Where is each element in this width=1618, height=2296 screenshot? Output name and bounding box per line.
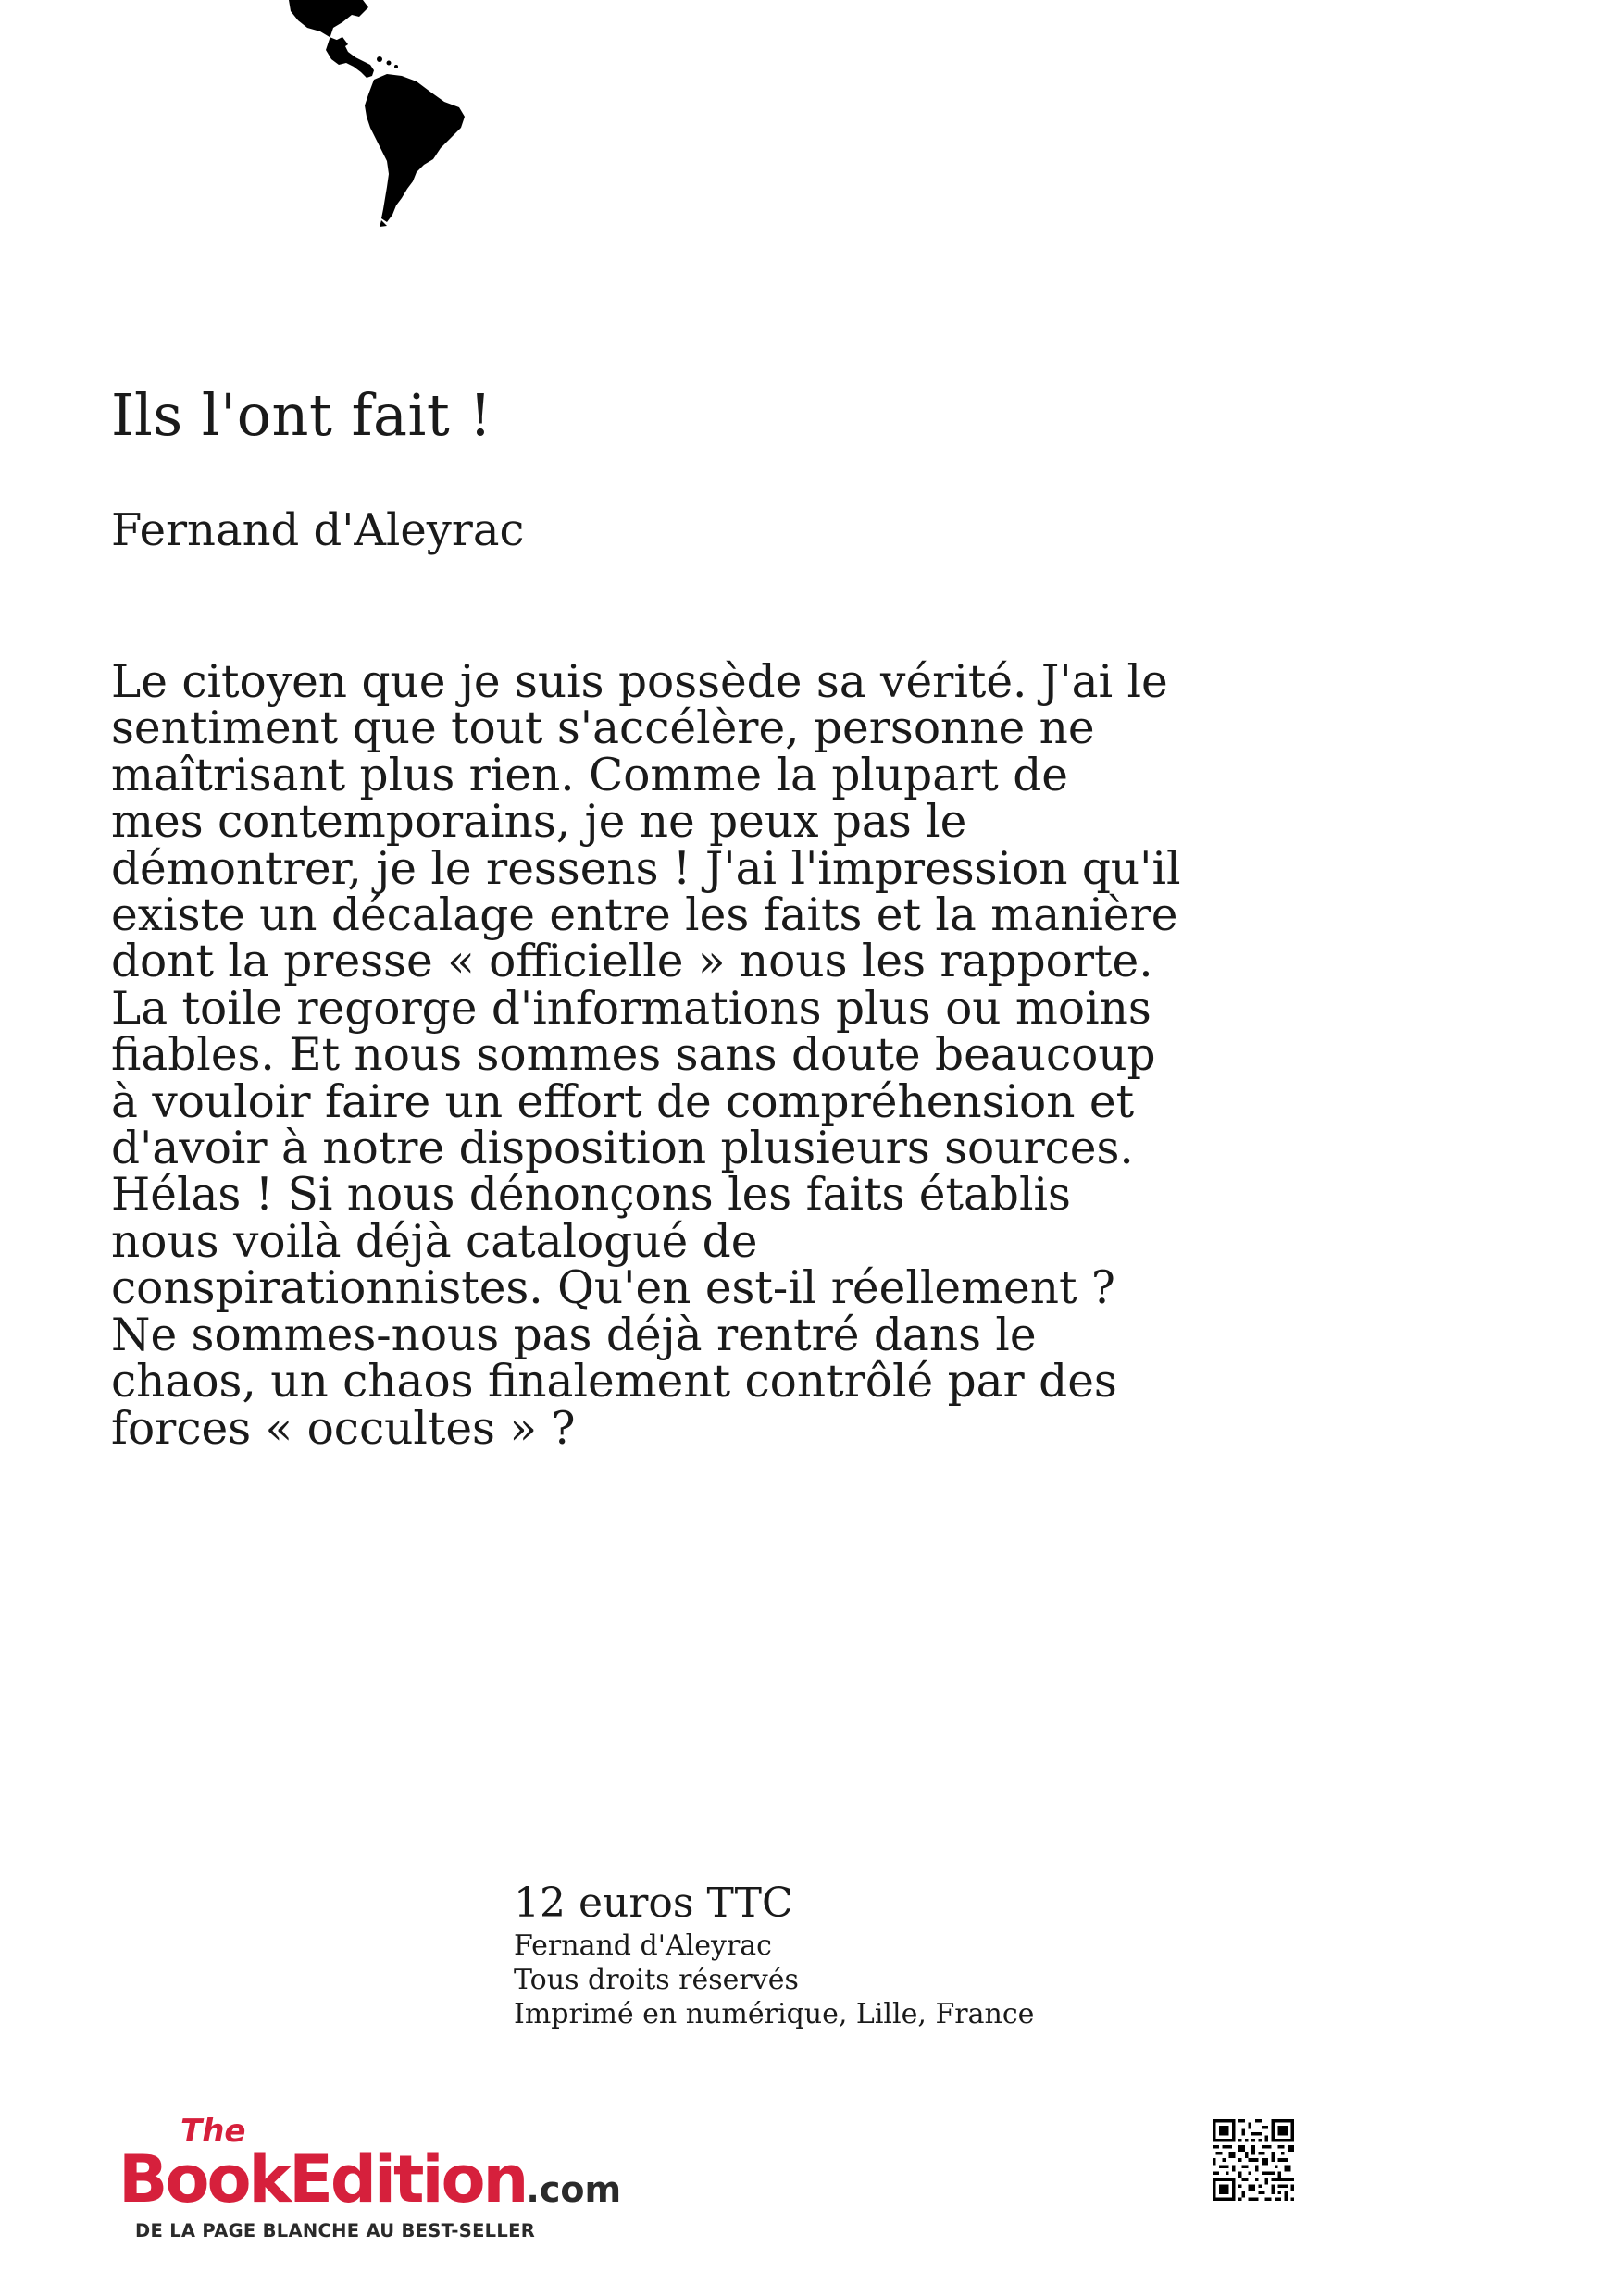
- blurb-line: existe un décalage entre les faits et la manière: [111, 889, 1178, 942]
- blurb-line: La toile regorge d'informations plus ou moins: [111, 982, 1151, 1035]
- blurb-line: sentiment que tout s'accélère, personne ne: [111, 702, 1095, 755]
- imprint-block: [514, 1879, 1034, 2031]
- blurb-line: démontrer, je le ressens ! J'ai l'impression qu'il: [111, 842, 1181, 895]
- logo-domain: .com: [526, 2169, 622, 2210]
- blurb-line: à vouloir faire un effort de compréhension et: [111, 1075, 1135, 1128]
- blurb-line: chaos, un chaos finalement contrôlé par des: [111, 1356, 1117, 1409]
- price-label: 12 euros TTC: [514, 1880, 793, 1927]
- americas-map-icon: [278, 0, 481, 227]
- imprint-rights: Tous droits réservés: [514, 1964, 799, 1996]
- book-author: Fernand d'Aleyrac: [111, 504, 525, 556]
- blurb-line: dont la presse « officielle » nous les rapporte.: [111, 936, 1153, 988]
- logo-the: The: [180, 2113, 246, 2150]
- blurb-line: Hélas ! Si nous dénonçons les faits établis: [111, 1169, 1071, 1222]
- blurb-line: forces « occultes » ?: [111, 1402, 576, 1455]
- book-title: Ils l'ont fait !: [111, 381, 492, 449]
- logo-brand: [118, 2142, 621, 2227]
- blurb-line: Ne sommes-nous pas déjà rentré dans le: [111, 1309, 1037, 1361]
- blurb-line: fiables. Et nous sommes sans doute beaucoup: [111, 1029, 1156, 1082]
- imprint-author: Fernand d'Aleyrac: [514, 1930, 772, 1962]
- blurb-line: conspirationnistes. Qu'en est-il réellement ?: [111, 1262, 1115, 1315]
- publisher-logo: [118, 2113, 655, 2252]
- imprint-printed: Imprimé en numérique, Lille, France: [514, 1998, 1035, 2030]
- blurb-line: d'avoir à notre disposition plusieurs sources.: [111, 1123, 1134, 1175]
- blurb-line: Le citoyen que je suis possède sa vérité. J'ai le: [111, 656, 1168, 708]
- logo-brand-name: BookEdition: [118, 2141, 527, 2217]
- blurb-line: mes contemporains, je ne peux pas le: [111, 796, 967, 849]
- blurb-line: maîtrisant plus rien. Comme la plupart de: [111, 749, 1068, 801]
- logo-tagline: DE LA PAGE BLANCHE AU BEST-SELLER: [135, 2220, 536, 2241]
- blurb-line: nous voilà déjà catalogué de: [111, 1215, 758, 1268]
- book-blurb: [111, 656, 1240, 1455]
- qr-code-icon: [1213, 2119, 1294, 2201]
